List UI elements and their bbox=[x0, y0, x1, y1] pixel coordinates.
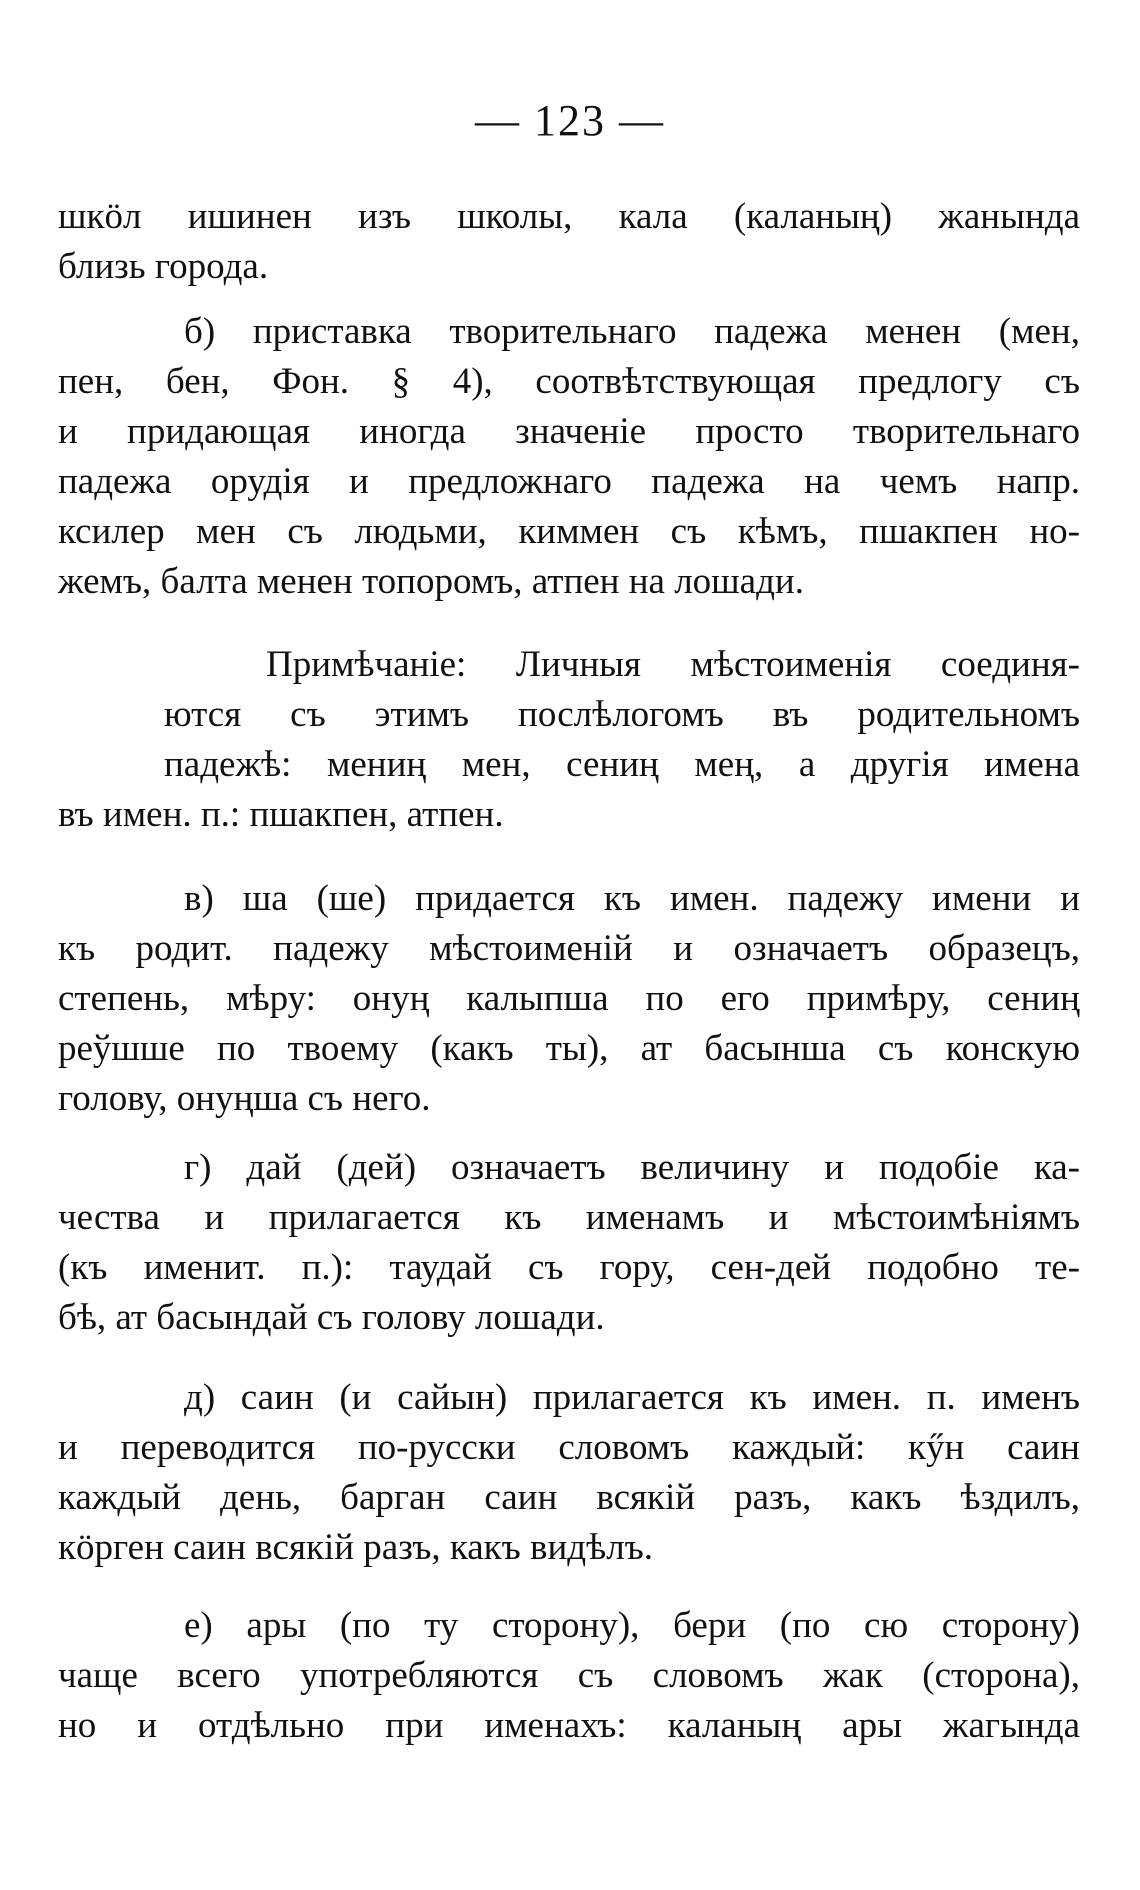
text-line: в) ша (ше) придается къ имен. падежу имени и bbox=[184, 878, 1080, 919]
paragraph-v bbox=[58, 874, 1080, 1124]
text-line: падежа орудія и предложнаго падежа на чемъ напр. bbox=[58, 461, 1080, 502]
text-line: Примѣчаніе: Личныя мѣстоименія соединя- bbox=[266, 644, 1080, 685]
text-line: въ имен. п.: пшакпен, атпен. bbox=[58, 794, 504, 835]
text-line: каждый день, барган саин всякій разъ, какъ ѣздилъ, bbox=[58, 1477, 1080, 1518]
paragraph-e bbox=[58, 1601, 1080, 1751]
text-line: степень, мѣру: онуң калыпша по его примѣру, сениң bbox=[58, 978, 1080, 1019]
text-line: е) ары (по ту сторону), бери (по сю сторону) bbox=[184, 1605, 1080, 1646]
text-line: и придающая иногда значеніе просто творительнаго bbox=[58, 411, 1080, 452]
text-line: чества и прилагается къ именамъ и мѣстоимѣніямъ bbox=[58, 1197, 1080, 1238]
text-line: голову, онуңша съ него. bbox=[58, 1078, 431, 1119]
paragraph-note bbox=[58, 640, 1080, 840]
text-line: и переводится по-русски словомъ каждый: кӳн саин bbox=[58, 1427, 1080, 1468]
text-line: падежѣ: мениң мен, сениң мең, а другія имена bbox=[164, 744, 1080, 785]
text-line: къ родит. падежу мѣстоименій и означаетъ образецъ, bbox=[58, 928, 1080, 969]
text-line: г) дай (дей) означаетъ величину и подобіе ка- bbox=[184, 1147, 1080, 1188]
text-line: близь города. bbox=[58, 246, 269, 287]
text-line: кöрген саин всякій разъ, какъ видѣлъ. bbox=[58, 1527, 654, 1568]
paragraph-d bbox=[58, 1373, 1080, 1573]
paragraph-b bbox=[58, 307, 1080, 607]
text-line: бѣ, ат басындай съ голову лошади. bbox=[58, 1297, 605, 1338]
text-line: шкöл ишинен изъ школы, кала (каланың) жанында bbox=[58, 196, 1080, 237]
text-line: жемъ, балта менен топоромъ, атпен на лошади. bbox=[58, 561, 804, 602]
text-line: чаще всего употребляются съ словомъ жак (сторона), bbox=[58, 1655, 1080, 1696]
page-number: — 123 — bbox=[475, 96, 665, 145]
text-line: но и отдѣльно при именахъ: каланың ары жагында bbox=[58, 1705, 1080, 1746]
paragraph-continuation bbox=[58, 192, 1080, 292]
text-line: б) приставка творительнаго падежа менен (мен, bbox=[184, 311, 1080, 352]
text-line: ются съ этимъ послѣлогомъ въ родительномъ bbox=[164, 694, 1080, 735]
text-line: (къ именит. п.): таудай съ гору, сен-дей подобно те- bbox=[58, 1247, 1080, 1288]
paragraph-g bbox=[58, 1143, 1080, 1343]
text-line: пен, бен, Фон. § 4), соотвѣтствующая предлогу съ bbox=[58, 361, 1080, 402]
text-line: ксилер мен съ людьми, киммен съ кѣмъ, пшакпен но- bbox=[58, 511, 1080, 552]
text-line: д) саин (и сайын) прилагается къ имен. п. именъ bbox=[184, 1377, 1080, 1418]
text-line: реўшше по твоему (какъ ты), ат басынша съ конскую bbox=[58, 1028, 1080, 1069]
